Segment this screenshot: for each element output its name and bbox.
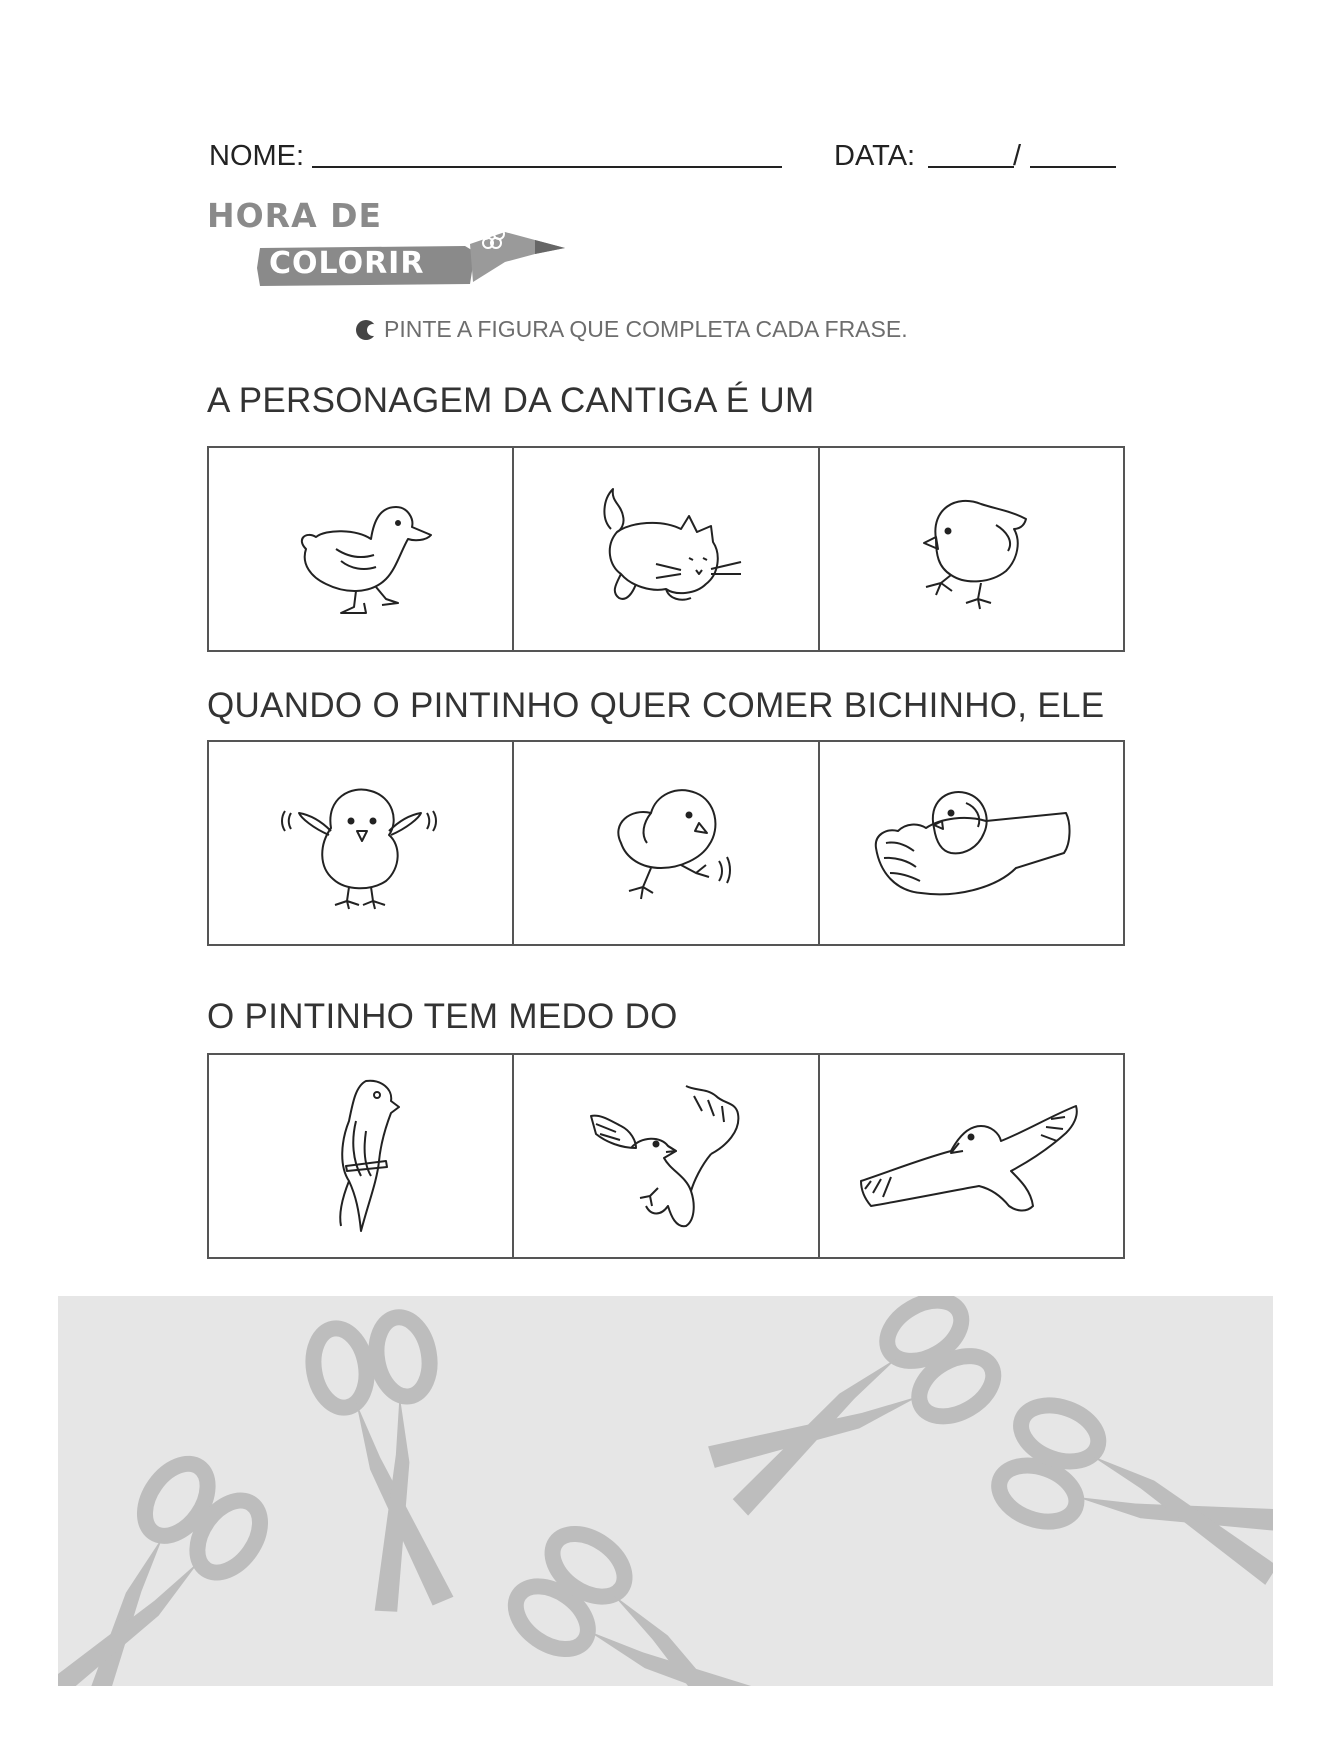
hora-de-colorir-logo (205, 196, 565, 291)
logo-line2: COLORIR (269, 246, 425, 281)
chick-in-hand-drawing-icon (866, 773, 1076, 913)
name-label: NOME: (209, 140, 305, 172)
eagle-drawing-icon (576, 1076, 756, 1236)
option-chick[interactable] (820, 448, 1123, 650)
hawk-flying-drawing-icon (851, 1081, 1091, 1231)
date-month-line[interactable] (1030, 166, 1116, 168)
scissors-pattern-icon (58, 1296, 1273, 1686)
question-1-options (207, 446, 1125, 652)
parrot-drawing-icon (311, 1071, 411, 1241)
cat-drawing-icon (581, 474, 751, 624)
option-cat[interactable] (514, 448, 819, 650)
date-day-line[interactable] (928, 166, 1014, 168)
instruction (356, 316, 908, 343)
duck-drawing-icon (286, 479, 436, 619)
question-2-options (207, 740, 1125, 946)
option-hawk-flying[interactable] (820, 1055, 1123, 1257)
question-3-text: O PINTINHO TEM MEDO DO (207, 997, 678, 1036)
option-chick-scratching[interactable] (514, 742, 819, 944)
date-label: DATA: (834, 140, 916, 172)
decorative-scissors-band (58, 1296, 1273, 1686)
option-eagle[interactable] (514, 1055, 819, 1257)
option-chick-flapping[interactable] (209, 742, 514, 944)
question-3-options (207, 1053, 1125, 1259)
chick-flapping-drawing-icon (271, 773, 451, 913)
moon-bullet-icon (356, 320, 376, 340)
option-parrot[interactable] (209, 1055, 514, 1257)
option-chick-in-hand[interactable] (820, 742, 1123, 944)
instruction-text: PINTE A FIGURA QUE COMPLETA CADA FRASE. (384, 316, 908, 342)
question-2-text: QUANDO O PINTINHO QUER COMER BICHINHO, ELE (207, 686, 1105, 725)
logo-line1: HORA DE (207, 196, 383, 235)
option-duck[interactable] (209, 448, 514, 650)
question-1-text: A PERSONAGEM DA CANTIGA É UM (207, 381, 815, 420)
chick-drawing-icon (896, 479, 1046, 619)
chick-scratching-drawing-icon (581, 773, 751, 913)
date-separator: / (1013, 140, 1022, 172)
name-field-line[interactable] (312, 166, 782, 168)
